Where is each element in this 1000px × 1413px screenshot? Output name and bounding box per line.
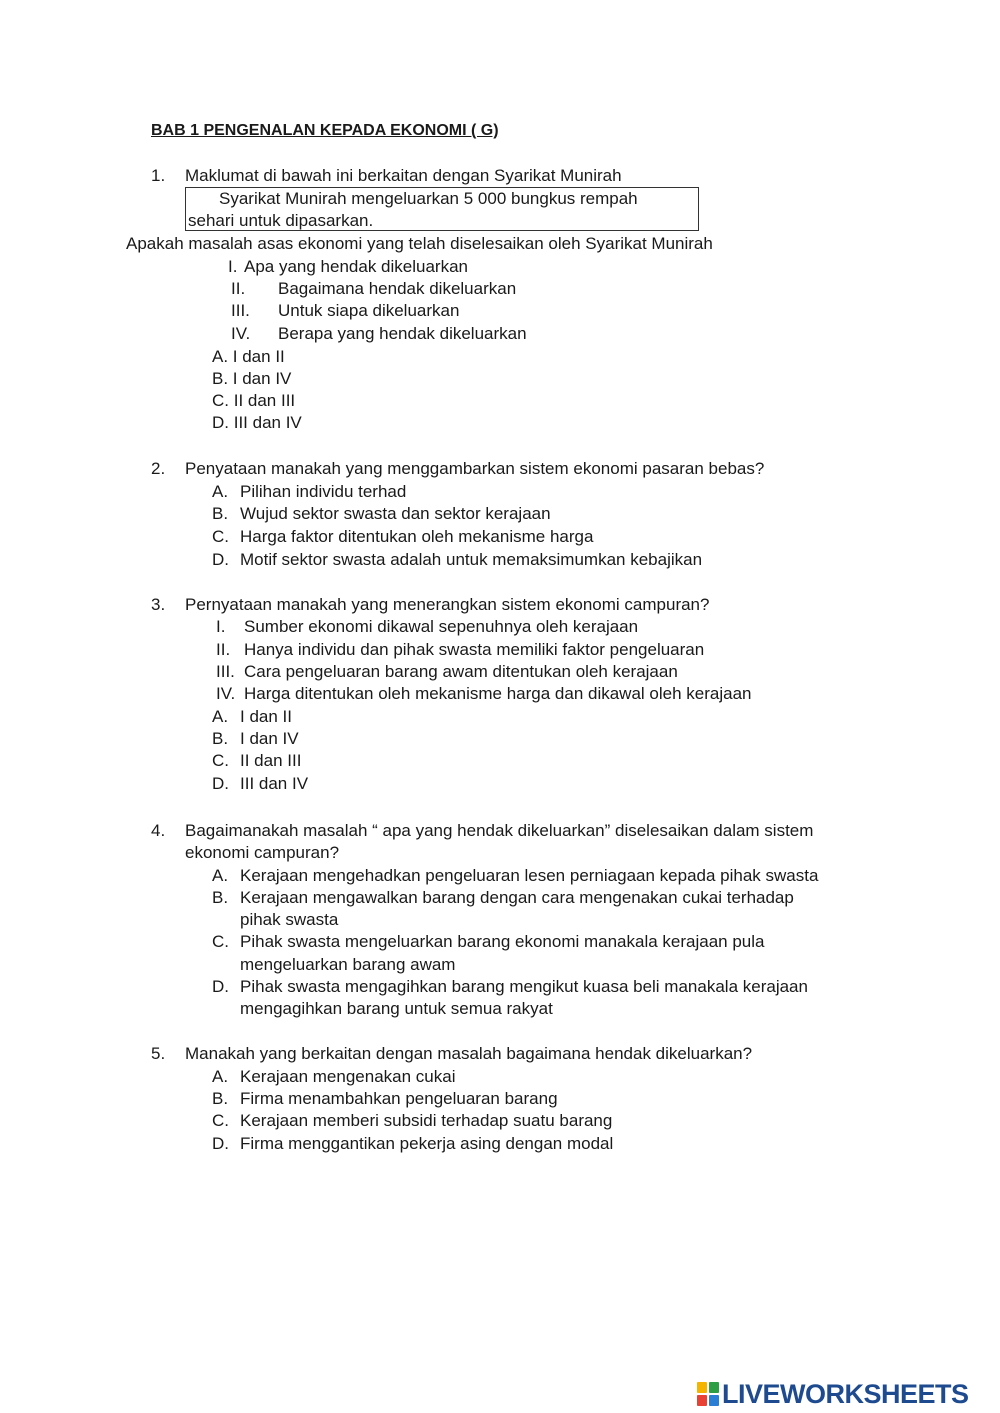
q1-text: Maklumat di bawah ini berkaitan dengan Syarikat Munirah: [185, 166, 622, 185]
q5-option-c[interactable]: Kerajaan memberi subsidi terhadap suatu barang: [240, 1111, 613, 1130]
q2-option-d[interactable]: Motif sektor swasta adalah untuk memaksimumkan kebajikan: [240, 550, 703, 569]
q2-option-a-letter: A.: [212, 482, 229, 501]
q3-option-b-letter: B.: [212, 729, 229, 748]
q3-option-a-letter: A.: [212, 707, 229, 726]
logo-text: LIVEWORKSHEETS: [722, 1378, 969, 1409]
liveworksheets-logo: [697, 1378, 969, 1409]
q1-option-c[interactable]: C. II dan III: [212, 391, 296, 410]
q5-option-a-letter: A.: [212, 1067, 229, 1086]
q3-statement-1-num: I.: [216, 617, 226, 636]
q1-statement-4-num: IV.: [231, 324, 251, 343]
q4-option-b-line-1[interactable]: Kerajaan mengawalkan barang dengan cara mengenakan cukai terhadap: [240, 888, 794, 907]
q1-option-d[interactable]: D. III dan IV: [212, 413, 302, 432]
q4-option-b-line-2[interactable]: pihak swasta: [240, 910, 339, 929]
q1-statement-3-num: III.: [231, 301, 250, 320]
q3-statement-3-num: III.: [216, 662, 235, 681]
q4-option-d-line-2[interactable]: mengagihkan barang untuk semua rakyat: [240, 999, 553, 1018]
q3-number: 3.: [151, 595, 166, 614]
q1-statement-2: Bagaimana hendak dikeluarkan: [278, 279, 517, 298]
q1-statement-4: Berapa yang hendak dikeluarkan: [278, 324, 527, 343]
q2-option-b[interactable]: Wujud sektor swasta dan sektor kerajaan: [240, 504, 551, 523]
q4-option-d-line-1[interactable]: Pihak swasta mengagihkan barang mengikut kuasa beli manakala kerajaan: [240, 977, 808, 996]
q1-statement-3: Untuk siapa dikeluarkan: [278, 301, 460, 320]
q3-option-a[interactable]: I dan II: [240, 707, 292, 726]
q2-option-c[interactable]: Harga faktor ditentukan oleh mekanisme harga: [240, 527, 594, 546]
q4-option-c-line-2[interactable]: mengeluarkan barang awam: [240, 955, 456, 974]
q4-text-line-1: Bagaimanakah masalah “ apa yang hendak dikeluarkan” diselesaikan dalam sistem: [185, 821, 814, 840]
q1-statement-1-num: I.: [228, 257, 238, 276]
q2-option-c-letter: C.: [212, 527, 229, 546]
q3-option-d-letter: D.: [212, 774, 229, 793]
q5-number: 5.: [151, 1044, 166, 1063]
q3-option-c[interactable]: II dan III: [240, 751, 302, 770]
q1-statement-1: Apa yang hendak dikeluarkan: [244, 257, 468, 276]
q5-option-d-letter: D.: [212, 1134, 229, 1153]
q2-number: 2.: [151, 459, 166, 478]
q4-option-c-letter: C.: [212, 932, 229, 951]
q4-option-d-letter: D.: [212, 977, 229, 996]
q5-option-c-letter: C.: [212, 1111, 229, 1130]
q5-option-d[interactable]: Firma menggantikan pekerja asing dengan modal: [240, 1134, 614, 1153]
q3-option-d[interactable]: III dan IV: [240, 774, 309, 793]
q2-option-a[interactable]: Pilihan individu terhad: [240, 482, 407, 501]
q4-number: 4.: [151, 821, 166, 840]
q3-statement-4-num: IV.: [216, 684, 236, 703]
logo-blocks-icon: [697, 1382, 719, 1406]
q1-option-b[interactable]: B. I dan IV: [212, 369, 292, 388]
q4-option-b-letter: B.: [212, 888, 229, 907]
q3-text: Pernyataan manakah yang menerangkan sistem ekonomi campuran?: [185, 595, 710, 614]
q5-option-b-letter: B.: [212, 1089, 229, 1108]
q5-option-b[interactable]: Firma menambahkan pengeluaran barang: [240, 1089, 558, 1108]
q2-text: Penyataan manakah yang menggambarkan sistem ekonomi pasaran bebas?: [185, 459, 765, 478]
logo-block-3: [697, 1395, 707, 1406]
q1-question: Apakah masalah asas ekonomi yang telah diselesaikan oleh Syarikat Munirah: [126, 234, 713, 253]
q1-box-line-2: sehari untuk dipasarkan.: [188, 211, 374, 230]
q2-option-d-letter: D.: [212, 550, 229, 569]
worksheet-title: BAB 1 PENGENALAN KEPADA EKONOMI ( G): [151, 122, 499, 139]
logo-block-4: [709, 1395, 719, 1406]
q3-option-b[interactable]: I dan IV: [240, 729, 299, 748]
q1-option-a[interactable]: A. I dan II: [212, 347, 285, 366]
q2-option-b-letter: B.: [212, 504, 229, 523]
q3-statement-2-num: II.: [216, 640, 231, 659]
q1-number: 1.: [151, 166, 166, 185]
logo-block-2: [709, 1382, 719, 1393]
q3-option-c-letter: C.: [212, 751, 229, 770]
q3-statement-4: Harga ditentukan oleh mekanisme harga dan dikawal oleh kerajaan: [244, 684, 752, 703]
q5-text: Manakah yang berkaitan dengan masalah bagaimana hendak dikeluarkan?: [185, 1044, 753, 1063]
q4-option-a-letter: A.: [212, 866, 229, 885]
q4-text-line-2: ekonomi campuran?: [185, 843, 340, 862]
q1-box-line-1: Syarikat Munirah mengeluarkan 5 000 bungkus rempah: [219, 189, 638, 208]
q4-option-c-line-1[interactable]: Pihak swasta mengeluarkan barang ekonomi manakala kerajaan pula: [240, 932, 765, 951]
q4-option-a[interactable]: Kerajaan mengehadkan pengeluaran lesen perniagaan kepada pihak swasta: [240, 866, 819, 885]
q5-option-a[interactable]: Kerajaan mengenakan cukai: [240, 1067, 456, 1086]
q3-statement-2: Hanya individu dan pihak swasta memiliki faktor pengeluaran: [244, 640, 705, 659]
logo-block-1: [697, 1382, 707, 1393]
q3-statement-1: Sumber ekonomi dikawal sepenuhnya oleh kerajaan: [244, 617, 639, 636]
q1-statement-2-num: II.: [231, 279, 246, 298]
q3-statement-3: Cara pengeluaran barang awam ditentukan oleh kerajaan: [244, 662, 678, 681]
